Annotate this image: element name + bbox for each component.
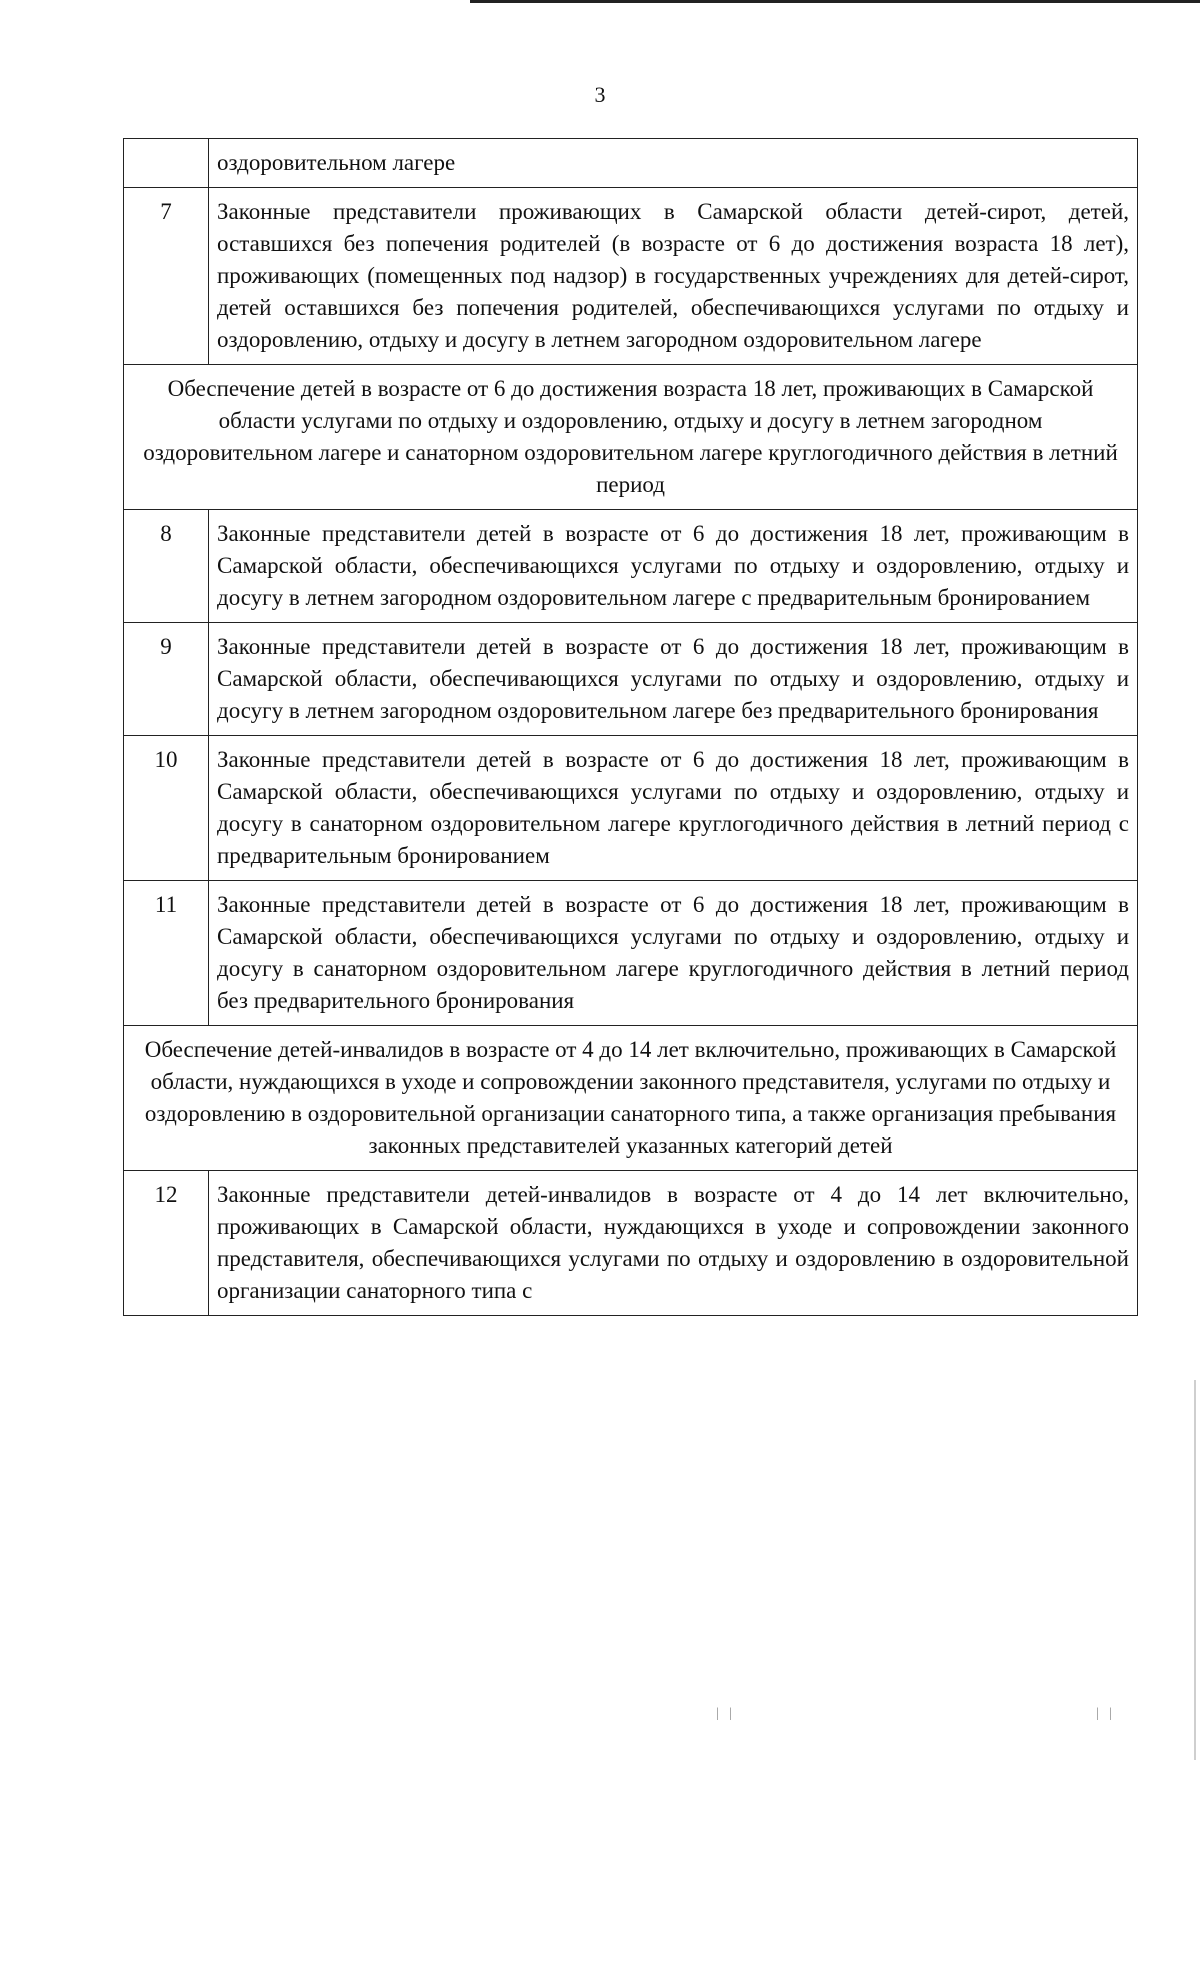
section-heading: Обеспечение детей-инвалидов в возрасте от 4 до 14 лет включительно, проживающих в Самарской области, нуждающихся в уходе и сопровождении законного представителя, услугами по отдыху и оздоровлению в оздоровительной организации санаторного типа, а также организация пребывания законных представителей указанных категорий детей bbox=[124, 1026, 1138, 1171]
row-number: 8 bbox=[124, 510, 209, 623]
row-text: Законные представители детей в возрасте от 6 до достижения 18 лет, проживающим в Самарской области, обеспечивающихся услугами по отдыху и оздоровлению, отдыху и досугу в летнем загородном оздоровительном лагере с предварительным бронированием bbox=[209, 510, 1138, 623]
section-heading: Обеспечение детей в возрасте от 6 до достижения возраста 18 лет, проживающих в Самарской области услугами по отдыху и оздоровлению, отдыху и досугу в летнем загородном оздоровительном лагере и санаторном оздоровительном лагере круглогодичного действия в летний период bbox=[124, 365, 1138, 510]
table-row bbox=[124, 188, 1138, 365]
row-number: 12 bbox=[124, 1171, 209, 1316]
row-number: 11 bbox=[124, 881, 209, 1026]
row-number: 9 bbox=[124, 623, 209, 736]
scan-edge-right bbox=[1194, 1380, 1196, 1760]
row-text: Законные представители детей в возрасте от 6 до достижения 18 лет, проживающим в Самарской области, обеспечивающихся услугами по отдыху и оздоровлению, отдыху и досугу в летнем загородном оздоровительном лагере без предварительного бронирования bbox=[209, 623, 1138, 736]
section-header-row bbox=[124, 365, 1138, 510]
table-row bbox=[124, 1171, 1138, 1316]
row-text: оздоровительном лагере bbox=[209, 139, 1138, 188]
row-text: Законные представители детей-инвалидов в возрасте от 4 до 14 лет включительно, проживающих в Самарской области, нуждающихся в уходе и сопровождении законного представителя, обеспечивающихся услугами по отдыху и оздоровлению в оздоровительной организации санаторного типа с bbox=[209, 1171, 1138, 1316]
table-row bbox=[124, 736, 1138, 881]
row-text: Законные представители детей в возрасте от 6 до достижения 18 лет, проживающим в Самарской области, обеспечивающихся услугами по отдыху и оздоровлению, отдыху и досугу в санаторном оздоровительном лагере круглогодичного действия в летний период с предварительным бронированием bbox=[209, 736, 1138, 881]
scan-artifact: | | bbox=[1096, 1706, 1113, 1721]
row-number: 7 bbox=[124, 188, 209, 365]
row-number bbox=[124, 139, 209, 188]
section-header-row bbox=[124, 1026, 1138, 1171]
table-row bbox=[124, 623, 1138, 736]
scan-edge-top bbox=[470, 0, 1200, 3]
row-number: 10 bbox=[124, 736, 209, 881]
scan-artifact: | | bbox=[716, 1706, 733, 1721]
table-row bbox=[124, 881, 1138, 1026]
row-text: Законные представители проживающих в Самарской области детей-сирот, детей, оставшихся без попечения родителей (в возрасте от 6 до достижения возраста 18 лет), проживающих (помещенных под надзор) в государственных учреждениях для детей-сирот, детей оставшихся без попечения родителей, обеспечивающихся услугами по отдыху и оздоровлению, отдыху и досугу в летнем загородном оздоровительном лагере bbox=[209, 188, 1138, 365]
table-row bbox=[124, 510, 1138, 623]
row-text: Законные представители детей в возрасте от 6 до достижения 18 лет, проживающим в Самарской области, обеспечивающихся услугами по отдыху и оздоровлению, отдыху и досугу в санаторном оздоровительном лагере круглогодичного действия в летний период без предварительного бронирования bbox=[209, 881, 1138, 1026]
page-number: 3 bbox=[594, 82, 606, 107]
table-row bbox=[124, 139, 1138, 188]
beneficiary-table bbox=[123, 138, 1138, 1316]
